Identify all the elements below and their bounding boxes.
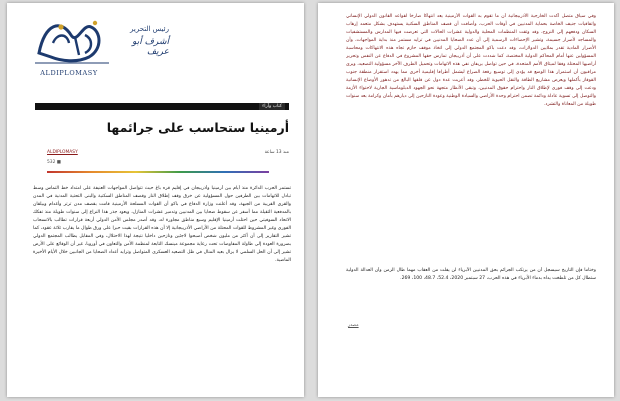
- share-divider: [47, 171, 269, 173]
- article-body-right-closing: [346, 267, 596, 317]
- editor-signature: [117, 25, 169, 57]
- article-title: أرمينيا ستحاسب على جرائمها: [106, 120, 289, 135]
- logo-caption: ALDIPLOMASY: [40, 69, 98, 77]
- article-paragraph: وفي سياق متصل أكدت الخارجية الأذربيجانية أن ما تقوم به القوات الأرمينية يعد انتهاكا صارخا لقواعد القانون الدولي الإنساني واتفاقيات جنيف الخاصة بحماية المدنيين في أوقات الحرب، وأضافت أن قصف المناطق السكنية يستهدف بشكل متعمد إرهاب السكان ودفعهم إلى النزوح، وقد وثقت المنظمات المحلية والدولية عشرات الحالات التي تعرضت فيها المدارس والمستشفيات والمساجد لأضرار جسيمة، وتشير الإحصاءات الرسمية إلى أن عدد الضحايا المدنيين في تزايد مستمر منذ بداية المواجهات، وأن الأضرار المادية تقدر بملايين الدولارات، وقد دعت باكو المجتمع الدولي إلى اتخاذ موقف حازم تجاه هذه الانتهاكات ومحاسبة المسؤولين عنها أمام المحاكم الدولية المختصة، كما شددت على أن أذربيجان تمارس حقها المشروع في الدفاع عن النفس وتحرير أراضيها المحتلة وفقا لميثاق الأمم المتحدة، في حين تواصل يريفان نفي هذه الاتهامات وتحميل الطرف الآخر مسؤولية التصعيد، ويرى مراقبون أن استمرار هذا الوضع قد يؤدي إلى توسيع رقعة الصراع ليشمل أطرافا إقليمية أخرى مما يهدد استقرار منطقة جنوب القوقاز بأكملها ويعرض مشاريع الطاقة والنقل الحيوية للخطر، وقد أعربت عدة دول عن قلقها البالغ من تدهور الأوضاع الإنسانية ودعت إلى وقف فوري لإطلاق النار واحترام حقوق المدنيين، وتبقى الأنظار متجهة نحو الجهود الدبلوماسية الجارية لاحتواء الأزمة والتوصل إلى تسوية عادلة ودائمة تضمن احترام وحدة الأراضي والسيادة الوطنية وعودة النازحين إلى ديارهم بأمان وكرامة بعد سنوات طويلة من المعاناة والتشرد.: [346, 14, 596, 107]
- source-link[interactable]: مصدر: [348, 323, 359, 328]
- aldiplomasy-logo: [31, 13, 113, 69]
- article-paragraph: تستمر الحرب الدائرة منذ أيام بين أرمينيا وأذربيجان في إقليم قره باغ حيث تتواصل المواجهات العنيفة على امتداد خط التماس وسط تبادل للاتهامات بين الطرفين حول المسؤولية عن خرق وقف إطلاق النار وقصف المناطق السكنية والبنى التحتية المدنية في المدن والقرى القريبة من الجبهة، وقد أعلنت وزارة الدفاع في باكو أن القوات المسلحة الأرمينية قامت بقصف مدن ترتر وأغدام وبيلقان بالمدفعية الثقيلة مما أسفر عن سقوط ضحايا بين المدنيين وتدمير عشرات المنازل، ويعود جذر هذا النزاع إلى سنوات طويلة منذ تفكك الاتحاد السوفيتي حين احتلت أرمينيا الإقليم وسبع مناطق مجاورة له، وقد أصدر مجلس الأمن الدولي أربعة قرارات تطالب بالانسحاب الفوري وغير المشروط للقوات المحتلة من الأراضي الأذربيجانية إلا أن هذه القرارات بقيت حبرا على ورق طوال ما يقارب ثلاثة عقود، كما تشير التقارير إلى أن أكثر من مليون شخص أصبحوا لاجئين ونازحين داخليا نتيجة لهذا الاحتلال، وفي المقابل يطالب المجتمع الدولي بضرورة العودة إلى طاولة المفاوضات تحت رعاية مجموعة مينسك التابعة لمنظمة الأمن والتعاون في أوروبا، غير أن الوقائع على الأرض تشير إلى أن الحل السلمي لا يزال بعيد المنال في ظل التصعيد العسكري المتواصل وتزايد أعداد الضحايا من الجانبين خلال الأيام الأخيرة الماضية.: [33, 186, 291, 263]
- editor-title: رئيس التحرير: [130, 25, 169, 33]
- document-page-left: [7, 3, 304, 397]
- editor-name: أشرف أبو عريف: [132, 37, 169, 57]
- document-page-right: [318, 3, 614, 397]
- category-bar: [35, 103, 289, 110]
- article-byline: [47, 150, 289, 155]
- author-link[interactable]: ALDIPLOMASY: [47, 150, 78, 155]
- article-body-left: [33, 185, 291, 393]
- category-link[interactable]: كتاب وآراء: [259, 103, 285, 110]
- article-body-right: [346, 13, 596, 267]
- publish-date: منذ 13 ساعة: [264, 150, 289, 155]
- view-count: 532 ■: [47, 160, 61, 165]
- article-paragraph: وختاما فإن التاريخ سيسجل أن من يرتكب الجرائم بحق المدنيين الأبرياء لن يفلت من العقاب مهما طال الزمن وأن العدالة الدولية ستطال كل من تلطخت يداه بدماء الأبرياء في هذه الحرب، 27 سبتمبر 2020، 52.4، 48.7، 100، 269.: [346, 268, 596, 281]
